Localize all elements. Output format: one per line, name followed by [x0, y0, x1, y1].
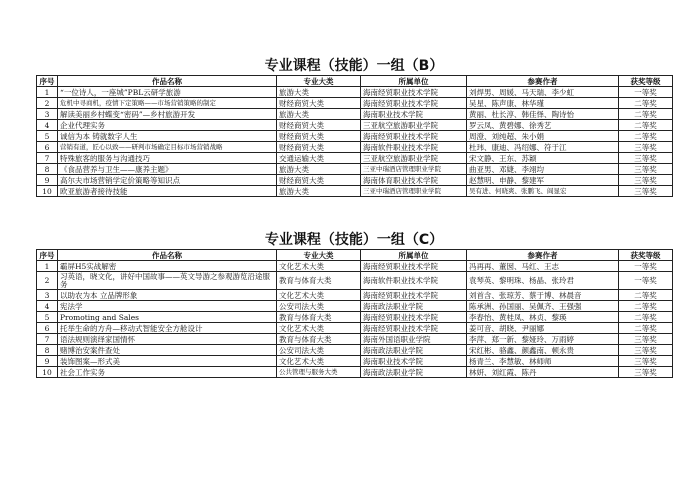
cell-name: 企业代理实务	[58, 120, 277, 131]
cell-name: Promoting and Sales	[58, 312, 277, 323]
cell-award: 一等奖	[619, 87, 673, 98]
cell-name: 营销有道，匠心以致——研判市场确定目标市场营销战略	[58, 142, 277, 153]
cell-name: 《食品营养与卫生——康养主题》	[58, 164, 277, 175]
cell-name: 霸屏H5实战解密	[58, 261, 277, 272]
header-unit: 所属单位	[361, 250, 467, 261]
table-row	[37, 356, 673, 367]
cell-no: 4	[37, 120, 58, 131]
cell-name: 诚信为本 铸就数字人生	[58, 131, 277, 142]
cell-authors: 宋红彬、骆鑫、颜鑫南、顿永贵	[467, 345, 619, 356]
group-b-table	[36, 75, 673, 197]
cell-authors: 袁琴英、黎明珠、杨晶、张玲君	[467, 272, 619, 290]
cell-no: 6	[37, 323, 58, 334]
cell-unit: 海南职业技术学院	[361, 356, 467, 367]
cell-award: 二等奖	[619, 131, 673, 142]
group-c-table	[36, 249, 673, 378]
cell-category: 旅游大类	[277, 186, 361, 197]
table-row	[37, 367, 673, 378]
cell-name: 装饰图案—形式美	[58, 356, 277, 367]
cell-name: 欧亚旅游者接待技能	[58, 186, 277, 197]
cell-unit: 海南经贸职业技术学院	[361, 87, 467, 98]
cell-name: 托举生命的方舟—移动式智能安全方舱设计	[58, 323, 277, 334]
cell-category: 教育与体育大类	[277, 272, 361, 290]
cell-award: 三等奖	[619, 175, 673, 186]
cell-award: 二等奖	[619, 323, 673, 334]
cell-no: 5	[37, 131, 58, 142]
cell-name: 宪法学	[58, 301, 277, 312]
cell-authors: 李萍、郑一新、黎娅玲、万雨婷	[467, 334, 619, 345]
cell-authors: 宋文静、王东、苏颖	[467, 153, 619, 164]
table-row	[37, 290, 673, 301]
cell-award: 三等奖	[619, 186, 673, 197]
cell-name: 以助农为本 立品牌形象	[58, 290, 277, 301]
cell-category: 文化艺术大类	[277, 261, 361, 272]
cell-unit: 海南经贸职业技术学院	[361, 131, 467, 142]
cell-name: 习英语，晓文化，讲好中国故事——英文导游之参观游览沿途服务	[58, 272, 277, 290]
cell-category: 交通运输大类	[277, 153, 361, 164]
cell-name: 高尔夫市场营销学定价策略等知识点	[58, 175, 277, 186]
table-row	[37, 164, 673, 175]
cell-authors: 罗云凤、黄碧娜、徐秀艺	[467, 120, 619, 131]
cell-unit: 海南政法职业学院	[361, 301, 467, 312]
cell-category: 财经商贸大类	[277, 120, 361, 131]
cell-no: 4	[37, 301, 58, 312]
cell-category: 公安司法大类	[277, 301, 361, 312]
cell-no: 1	[37, 87, 58, 98]
table-row	[37, 87, 673, 98]
cell-category: 公共管理与服务大类	[277, 367, 361, 378]
cell-unit: 海南经贸职业技术学院	[361, 98, 467, 109]
table-row	[37, 323, 673, 334]
cell-award: 二等奖	[619, 120, 673, 131]
table-row	[37, 334, 673, 345]
cell-unit: 海南经贸职业技术学院	[361, 312, 467, 323]
cell-no: 8	[37, 164, 58, 175]
table-header-row	[37, 76, 673, 87]
cell-name: 危机中寻商机，疫情下定策略——市场营销策略的制定	[58, 98, 277, 109]
cell-category: 教育与体育大类	[277, 312, 361, 323]
cell-award: 三等奖	[619, 334, 673, 345]
cell-no: 2	[37, 98, 58, 109]
cell-award: 三等奖	[619, 164, 673, 175]
cell-authors: 黄丽、杜长淳、韩佳怿、陶诗怡	[467, 109, 619, 120]
cell-authors: 杜玮、康迪、冯绍娜、符于江	[467, 142, 619, 153]
cell-name: 语法规则演绎家国情怀	[58, 334, 277, 345]
cell-name: 赌博治安案件查处	[58, 345, 277, 356]
cell-no: 10	[37, 186, 58, 197]
cell-award: 二等奖	[619, 290, 673, 301]
header-no: 序号	[37, 250, 58, 261]
award-group-b	[36, 57, 672, 197]
table-row	[37, 131, 673, 142]
cell-authors: 刘焊男、周媛、马天瑞、李少虹	[467, 87, 619, 98]
table-row	[37, 261, 673, 272]
cell-category: 财经商贸大类	[277, 98, 361, 109]
cell-category: 旅游大类	[277, 87, 361, 98]
cell-unit: 海南外国语职业学院	[361, 334, 467, 345]
cell-category: 公安司法大类	[277, 345, 361, 356]
group-b-title: 专业课程（技能）一组（B）	[264, 58, 444, 74]
header-authors: 参赛作者	[467, 76, 619, 87]
cell-authors: 李春怡、黄桂凤、林贞、黎瑛	[467, 312, 619, 323]
cell-no: 10	[37, 367, 58, 378]
header-award: 获奖等级	[619, 250, 673, 261]
award-group-c	[36, 231, 672, 378]
cell-category: 旅游大类	[277, 164, 361, 175]
header-name: 作品名称	[58, 76, 277, 87]
cell-authors: 吴星、陈声康、林华瑾	[467, 98, 619, 109]
cell-category: 文化艺术大类	[277, 356, 361, 367]
cell-no: 1	[37, 261, 58, 272]
header-unit: 所属单位	[361, 76, 467, 87]
cell-no: 7	[37, 153, 58, 164]
header-authors: 参赛作者	[467, 250, 619, 261]
cell-award: 三等奖	[619, 153, 673, 164]
cell-unit: 海南政法职业学院	[361, 345, 467, 356]
cell-no: 2	[37, 272, 58, 290]
cell-unit: 三亚航空旅游职业学院	[361, 153, 467, 164]
cell-award: 二等奖	[619, 109, 673, 120]
table-row	[37, 153, 673, 164]
cell-award: 三等奖	[619, 345, 673, 356]
cell-unit: 三亚中瑞酒店管理职业学院	[361, 164, 467, 175]
cell-unit: 海南政法职业学院	[361, 367, 467, 378]
cell-unit: 海南经贸职业技术学院	[361, 323, 467, 334]
cell-name: “一位诗人，一座城”PBL云研学旅游	[58, 87, 277, 98]
cell-category: 财经商贸大类	[277, 175, 361, 186]
cell-unit: 海南经贸职业技术学院	[361, 261, 467, 272]
cell-unit: 海南经贸职业技术学院	[361, 290, 467, 301]
cell-category: 财经商贸大类	[277, 142, 361, 153]
table-row	[37, 301, 673, 312]
cell-award: 二等奖	[619, 312, 673, 323]
cell-unit: 海南体育职业技术学院	[361, 175, 467, 186]
table-row	[37, 120, 673, 131]
cell-award: 一等奖	[619, 272, 673, 290]
cell-authors: 陈承洲、孙国丽、吴佩齐、王强强	[467, 301, 619, 312]
cell-unit: 三亚航空旅游职业学院	[361, 120, 467, 131]
cell-no: 6	[37, 142, 58, 153]
cell-category: 旅游大类	[277, 109, 361, 120]
cell-authors: 吴有进、何晓爽、张鹏飞、阎显宏	[467, 186, 619, 197]
header-name: 作品名称	[58, 250, 277, 261]
cell-award: 三等奖	[619, 142, 673, 153]
table-row	[37, 98, 673, 109]
table-row	[37, 109, 673, 120]
cell-authors: 姜可音、胡晓、尹丽娜	[467, 323, 619, 334]
cell-authors: 林妍、刘红霞、陈丹	[467, 367, 619, 378]
cell-no: 3	[37, 109, 58, 120]
cell-award: 一等奖	[619, 261, 673, 272]
cell-no: 9	[37, 175, 58, 186]
cell-unit: 海南职业技术学院	[361, 109, 467, 120]
cell-no: 3	[37, 290, 58, 301]
cell-award: 三等奖	[619, 356, 673, 367]
cell-unit: 海南软件职业技术学院	[361, 272, 467, 290]
table-row	[37, 186, 673, 197]
cell-name: 社会工作实务	[58, 367, 277, 378]
cell-category: 文化艺术大类	[277, 323, 361, 334]
table-row	[37, 312, 673, 323]
cell-no: 5	[37, 312, 58, 323]
cell-award: 二等奖	[619, 98, 673, 109]
cell-award: 三等奖	[619, 367, 673, 378]
header-no: 序号	[37, 76, 58, 87]
table-row	[37, 345, 673, 356]
cell-unit: 海南软件职业技术学院	[361, 142, 467, 153]
cell-name: 解读美丽乡村蝶变“密码”—乡村旅游开发	[58, 109, 277, 120]
cell-authors: 冯再再、董囡、马红、王志	[467, 261, 619, 272]
cell-authors: 刘首含、张琼芳、蔡于博、林晨音	[467, 290, 619, 301]
cell-authors: 曲亚男、邓婕、李翊均	[467, 164, 619, 175]
cell-category: 教育与体育大类	[277, 334, 361, 345]
cell-unit: 三亚中瑞酒店管理职业学院	[361, 186, 467, 197]
cell-authors: 周澄、刘纯超、朱小娟	[467, 131, 619, 142]
table-row	[37, 142, 673, 153]
header-award: 获奖等级	[619, 76, 673, 87]
group-c-title: 专业课程（技能）一组（C）	[264, 232, 444, 248]
cell-authors: 赵慧明、申静、黎建军	[467, 175, 619, 186]
table-row	[37, 272, 673, 290]
cell-award: 二等奖	[619, 301, 673, 312]
table-header-row	[37, 250, 673, 261]
cell-no: 9	[37, 356, 58, 367]
cell-no: 8	[37, 345, 58, 356]
cell-category: 文化艺术大类	[277, 290, 361, 301]
table-row	[37, 175, 673, 186]
cell-name: 特殊旅客的服务与沟通技巧	[58, 153, 277, 164]
header-category: 专业大类	[277, 76, 361, 87]
header-category: 专业大类	[277, 250, 361, 261]
cell-category: 财经商贸大类	[277, 131, 361, 142]
cell-no: 7	[37, 334, 58, 345]
cell-authors: 杨青兰、李慧敏、林师师	[467, 356, 619, 367]
